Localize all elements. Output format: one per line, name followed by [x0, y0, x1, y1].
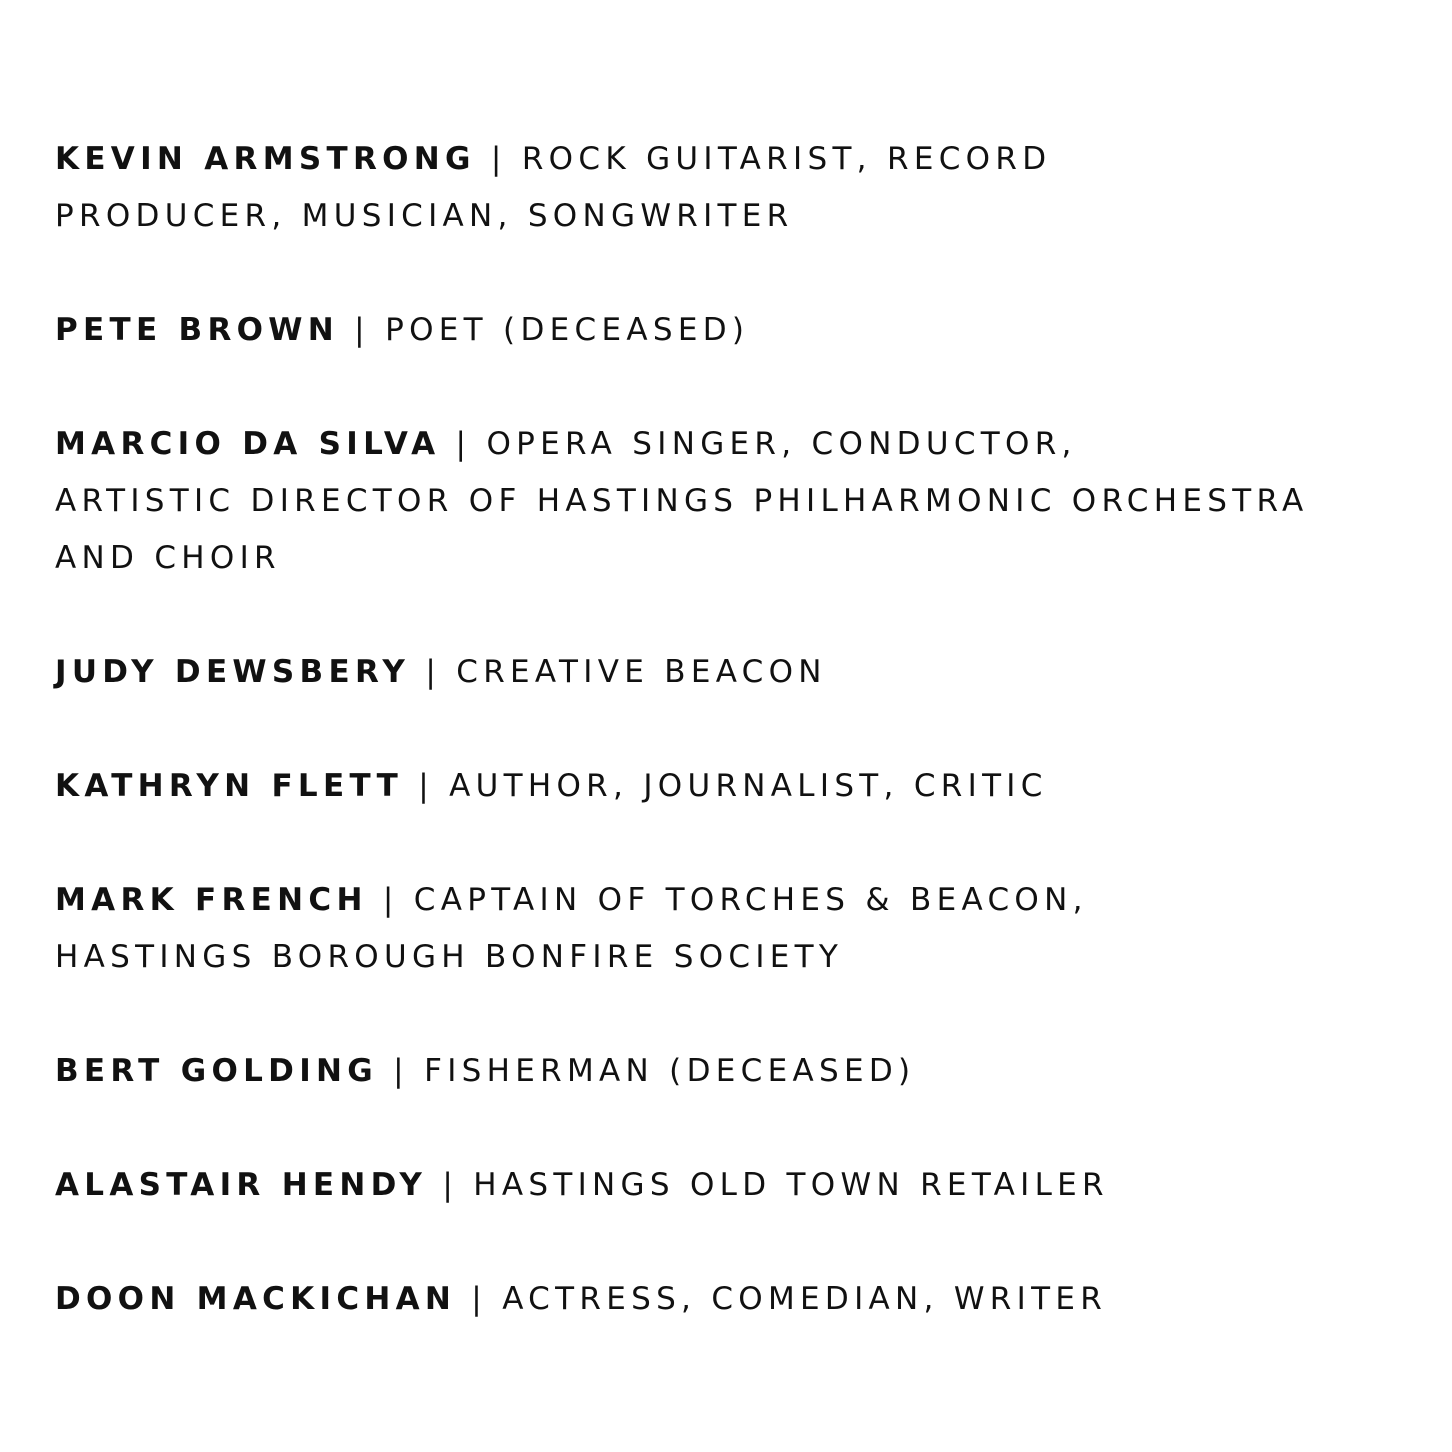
separator: | — [339, 312, 386, 348]
separator: | — [456, 1281, 503, 1317]
person-name: MARCIO DA SILVA — [55, 426, 441, 462]
separator: | — [403, 768, 450, 804]
person-role-continued: HASTINGS BOROUGH BONFIRE SOCIETY — [55, 939, 844, 975]
person-role-continued: ARTISTIC DIRECTOR OF HASTINGS PHILHARMONIC ORCHESTRA — [55, 483, 1309, 519]
credit-entry — [55, 758, 1425, 815]
person-role: CREATIVE BEACON — [456, 654, 827, 690]
person-name: KEVIN ARMSTRONG — [55, 141, 476, 177]
person-name: MARK FRENCH — [55, 882, 368, 918]
person-name: BERT GOLDING — [55, 1053, 379, 1089]
separator: | — [427, 1167, 474, 1203]
credit-entry — [55, 644, 1425, 701]
separator: | — [378, 1053, 425, 1089]
person-role: ROCK GUITARIST, RECORD — [521, 141, 1052, 177]
person-role: OPERA SINGER, CONDUCTOR, — [486, 426, 1077, 462]
person-role: AUTHOR, JOURNALIST, CRITIC — [449, 768, 1048, 804]
credits-list — [55, 131, 1425, 1385]
person-role: CAPTAIN OF TORCHES & BEACON, — [413, 882, 1088, 918]
separator: | — [475, 141, 522, 177]
person-name: PETE BROWN — [55, 312, 340, 348]
credit-entry — [55, 1271, 1425, 1328]
separator: | — [367, 882, 414, 918]
person-role: ACTRESS, COMEDIAN, WRITER — [502, 1281, 1108, 1317]
person-role: HASTINGS OLD TOWN RETAILER — [473, 1167, 1109, 1203]
separator: | — [410, 654, 457, 690]
person-role: POET (DECEASED) — [385, 312, 750, 348]
credit-entry — [55, 872, 1425, 986]
person-name: DOON MACKICHAN — [55, 1281, 457, 1317]
person-name: JUDY DEWSBERY — [55, 654, 411, 690]
person-role-continued: AND CHOIR — [55, 540, 281, 576]
person-name: KATHRYN FLETT — [55, 768, 404, 804]
person-role: FISHERMAN (DECEASED) — [424, 1053, 916, 1089]
credit-entry — [55, 416, 1425, 587]
credit-entry — [55, 1157, 1425, 1214]
credit-entry — [55, 1043, 1425, 1100]
credit-entry — [55, 302, 1425, 359]
person-name: ALASTAIR HENDY — [55, 1167, 428, 1203]
separator: | — [440, 426, 487, 462]
credit-entry — [55, 131, 1425, 245]
person-role-continued: PRODUCER, MUSICIAN, SONGWRITER — [55, 198, 794, 234]
